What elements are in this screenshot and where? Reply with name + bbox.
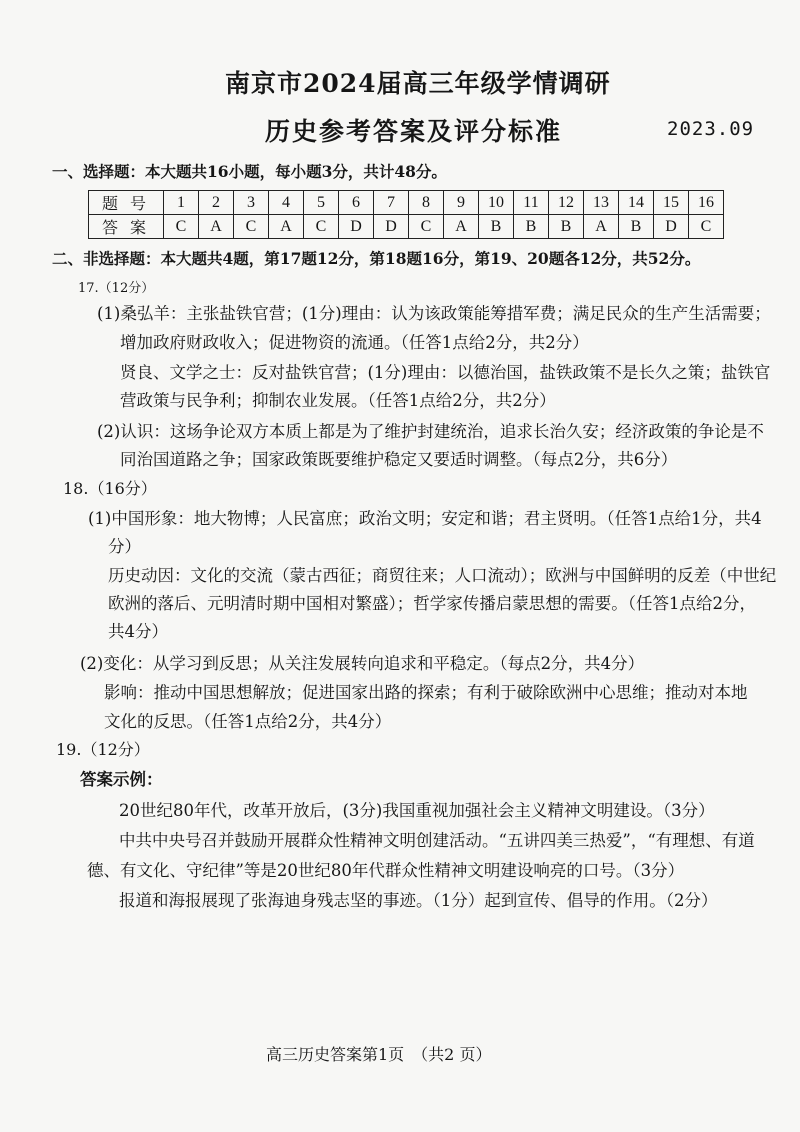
q18-line: 历史动因：文化的交流（蒙古西征；商贸往来；人口流动）；欧洲与中国鲜明的反差（中世纪 [108, 566, 777, 585]
q17-line: 增加政府财政收入；促进物资的流通。（任答1点给2分，共2分） [120, 333, 589, 352]
answer-cell: B [479, 215, 514, 239]
q17-line: (2)认识：这场争论双方本质上都是为了维护封建统治，追求长治久安；经济政策的争论是不 [97, 422, 764, 441]
q19-line: 中共中央号召并鼓励开展群众性精神文明创建活动。“五讲四美三热爱”，“有理想、有道 [119, 831, 755, 850]
question-number-cell: 8 [409, 191, 444, 215]
question-number-cell: 11 [514, 191, 549, 215]
answer-cell: A [584, 215, 619, 239]
answer-cell: B [514, 215, 549, 239]
q18-label: 18.（16分） [63, 479, 157, 498]
section2-heading: 二、非选择题：本大题共4题，第17题12分，第18题16分，第19、20题各12分，共52分。 [52, 249, 701, 268]
q19-example-label: 答案示例： [80, 770, 163, 789]
answer-cell: C [234, 215, 269, 239]
answer-cell: A [199, 215, 234, 239]
answer-table-row-label: 答案 [89, 215, 164, 239]
answer-table-row-label: 题号 [89, 191, 164, 215]
q18-line: (1)中国形象：地大物博；人民富庶；政治文明；安定和谐；君主贤明。（任答1点给1分，共4 [88, 509, 762, 528]
question-number-cell: 2 [199, 191, 234, 215]
q17-line: 同治国道路之争；国家政策既要维护稳定又要适时调整。（每点2分，共6分） [120, 450, 678, 469]
q17-label: 17.（12分） [78, 281, 155, 296]
q19-line: 德、有文化、守纪律”等是20世纪80年代群众性精神文明建设响亮的口号。（3分） [87, 861, 685, 880]
q18-line: 影响：推动中国思想解放；促进国家出路的探索；有利于破除欧洲中心思维；推动对本地 [104, 683, 748, 702]
question-number-cell: 6 [339, 191, 374, 215]
question-number-cell: 14 [619, 191, 654, 215]
document-title: 南京市2024届高三年级学情调研 [225, 69, 611, 98]
document-subtitle: 历史参考答案及评分标准 [265, 117, 563, 146]
question-number-cell: 1 [164, 191, 199, 215]
question-number-cell: 12 [549, 191, 584, 215]
answer-table-number-row [89, 191, 724, 215]
answer-cell: A [269, 215, 304, 239]
q19-label: 19.（12分） [56, 740, 150, 759]
answer-cell: C [164, 215, 199, 239]
question-number-cell: 4 [269, 191, 304, 215]
question-number-cell: 9 [444, 191, 479, 215]
q18-line: 文化的反思。（任答1点给2分，共4分） [104, 712, 392, 731]
answer-cell: D [654, 215, 689, 239]
question-number-cell: 10 [479, 191, 514, 215]
answer-cell: A [444, 215, 479, 239]
answer-cell: B [619, 215, 654, 239]
question-number-cell: 7 [374, 191, 409, 215]
question-number-cell: 15 [654, 191, 689, 215]
answer-cell: C [409, 215, 444, 239]
document-date: 2023.09 [667, 118, 755, 140]
q18-line: 分） [108, 537, 141, 556]
answer-cell: C [689, 215, 724, 239]
q18-line: (2)变化：从学习到反思；从关注发展转向追求和平稳定。（每点2分，共4分） [80, 654, 645, 673]
question-number-cell: 3 [234, 191, 269, 215]
section1-heading: 一、选择题：本大题共16小题，每小题3分，共计48分。 [52, 162, 447, 181]
page-footer: 高三历史答案第1页 （共2 页） [266, 1045, 492, 1064]
q17-line: 营政策与民争利；抑制农业发展。（任答1点给2分，共2分） [120, 391, 556, 410]
q18-line: 欧洲的落后、元明清时期中国相对繁盛）；哲学家传播启蒙思想的需要。（任答1点给2分， [108, 594, 756, 613]
answer-cell: C [304, 215, 339, 239]
answer-table [88, 190, 724, 239]
question-number-cell: 13 [584, 191, 619, 215]
q19-line: 报道和海报展现了张海迪身残志坚的事迹。（1分）起到宣传、倡导的作用。（2分） [119, 891, 718, 910]
question-number-cell: 5 [304, 191, 339, 215]
q17-line: (1)桑弘羊：主张盐铁官营；(1分)理由：认为该政策能筹措军费；满足民众的生产生活需要； [97, 304, 771, 323]
answer-cell: B [549, 215, 584, 239]
answer-cell: D [339, 215, 374, 239]
q18-line: 共4分） [108, 622, 168, 641]
q17-line: 贤良、文学之士：反对盐铁官营；(1分)理由：以德治国，盐铁政策不是长久之策；盐铁官 [120, 363, 771, 382]
q19-line: 20世纪80年代，改革开放后，(3分)我国重视加强社会主义精神文明建设。（3分） [119, 801, 715, 820]
answer-table-answer-row [89, 215, 724, 239]
question-number-cell: 16 [689, 191, 724, 215]
answer-cell: D [374, 215, 409, 239]
